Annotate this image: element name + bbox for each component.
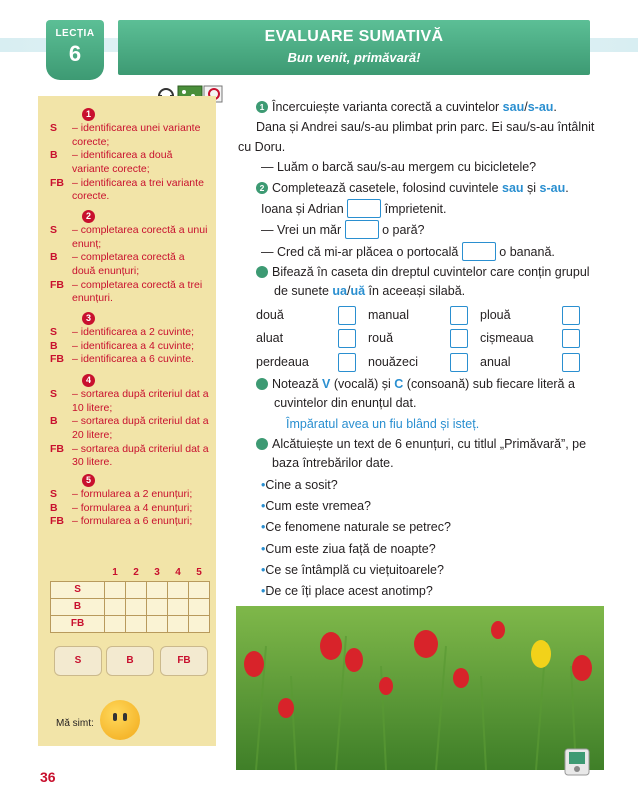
exercise-1-instruction [256, 98, 596, 117]
page-number: 36 [40, 769, 56, 785]
criterion-text: – completarea corectă a două enunțuri; [72, 251, 185, 277]
exercise-4-instruction [250, 375, 596, 414]
question-text: Cine a sosit? [265, 477, 338, 492]
grid-col-header: 2 [133, 566, 139, 578]
word-label: aluat [256, 331, 284, 346]
level-label: B [50, 339, 58, 352]
exercise-1-line-2: — Luăm o barcă sau/s-au mergem cu bicicletele? [261, 160, 537, 175]
grid-col-header: 1 [112, 566, 118, 578]
list-item [261, 560, 596, 581]
exercise-2-line-3 [256, 242, 596, 262]
exercise-4-sentence: Împăratul avea un fiu blând și isteț. [286, 416, 480, 431]
grid-cell[interactable] [105, 615, 126, 632]
criteria-number: 4 [82, 374, 95, 387]
word-item [256, 306, 368, 325]
word-item [480, 353, 592, 372]
exercise-number: 2 [256, 182, 268, 194]
question-list [256, 475, 596, 603]
criterion-text: – identificarea a 6 cuvinte. [72, 353, 194, 366]
level-label: FB [50, 278, 64, 291]
tulip-field-photo [236, 606, 604, 770]
word-item [256, 329, 368, 348]
grid-cell[interactable] [188, 615, 209, 632]
keyword: s-au [539, 180, 566, 195]
criterion-text: – identificarea a trei variante corecte. [72, 176, 204, 203]
instruction-text: Alcătuiește un text de 6 enunțuri, cu titlul „Primăvară”, pe baza întrebărilor date. [272, 437, 587, 471]
exercise-2-line-2 [256, 220, 596, 240]
grid-cell[interactable] [168, 598, 189, 615]
grid-cell[interactable] [147, 615, 168, 632]
keyword: ua [332, 284, 347, 299]
keyword: C [394, 376, 404, 391]
exercise-number: 3 [256, 266, 268, 278]
word-label: cișmeaua [480, 331, 534, 346]
criterion-text: – sortarea după criteriul dat a 10 litere; [72, 388, 209, 414]
bullet-icon: • [261, 520, 266, 535]
criteria-group-4 [50, 388, 210, 470]
scroll-badge-b: B [106, 646, 154, 676]
grid-col-header: 3 [154, 566, 160, 578]
word-label: două [256, 307, 284, 322]
smiley-face-icon [100, 700, 140, 740]
bullet-icon: • [261, 584, 266, 598]
check-box[interactable] [562, 329, 580, 348]
grid-corner [51, 564, 105, 581]
grid-cell[interactable] [147, 598, 168, 615]
mood-label: Mă simt: [56, 718, 94, 729]
punctuation: . [565, 180, 569, 195]
keyword: V [322, 376, 331, 391]
separator: / [346, 284, 351, 299]
grid-cell[interactable] [188, 581, 209, 598]
criterion-text: – identificarea a 2 cuvinte; [72, 326, 194, 338]
check-box[interactable] [562, 353, 580, 372]
word-label: perdeaua [256, 354, 309, 369]
bullet-icon: • [261, 499, 266, 513]
level-label: B [50, 251, 58, 264]
list-item [261, 496, 596, 517]
criterion-text: – identificarea a două variante corecte; [72, 149, 173, 175]
keyword: s-au [527, 100, 554, 114]
instruction-text: Bifează în caseta din dreptul cuvintelor care conțin grupul de sunete [272, 265, 590, 299]
criteria-group-2 [50, 224, 210, 306]
instruction-text: (consoană) sub fiecare literă a cuvintelor din enunțul dat. [274, 376, 575, 411]
level-label: B [50, 501, 58, 514]
check-box[interactable] [450, 306, 468, 325]
exercise-3-instruction [250, 263, 596, 302]
sentence-part: — Vrei un măr [261, 223, 342, 238]
check-box[interactable] [450, 329, 468, 348]
criterion-text: – formularea a 2 enunțuri; [72, 488, 193, 500]
instruction-text: Notează [272, 376, 323, 391]
question-text: De ce îți place acest anotimp? [265, 584, 433, 598]
check-box[interactable] [338, 329, 356, 348]
criterion-text: – sortarea după criteriul dat a 20 litere; [72, 415, 209, 441]
word-label: anual [480, 354, 511, 369]
level-label: B [50, 149, 58, 162]
criterion-text: – completarea corectă a trei enunțuri. [72, 278, 203, 305]
criteria-number: 1 [82, 108, 95, 121]
level-label: S [50, 488, 58, 500]
lesson-tab [46, 20, 104, 80]
criteria-number: 2 [82, 210, 95, 223]
exercise-number: 5 [256, 438, 268, 450]
word-label: rouă [368, 331, 394, 346]
connector: și [523, 180, 540, 195]
criterion-text: – sortarea după criteriul dat a 30 litere. [72, 442, 209, 469]
criterion-text: – identificarea unei variante corecte; [72, 122, 201, 148]
level-label: S [50, 388, 58, 400]
question-text: Cum este vremea? [265, 499, 371, 513]
check-box[interactable] [338, 306, 356, 325]
word-label: nouăzeci [368, 354, 419, 369]
sentence-part: împrietenit. [384, 201, 447, 216]
word-item [368, 353, 480, 372]
criterion-text: – completarea corectă a unui enunț; [72, 224, 208, 250]
check-box[interactable] [338, 353, 356, 372]
grid-cell[interactable] [105, 598, 126, 615]
exercise-2-instruction [256, 179, 596, 198]
criteria-number: 5 [82, 474, 95, 487]
level-label: S [50, 326, 58, 338]
check-box[interactable] [450, 353, 468, 372]
criterion-text: – formularea a 6 enunțuri; [72, 515, 193, 528]
word-item [480, 306, 592, 325]
keyword: sau [502, 100, 525, 114]
keyword: sau [502, 180, 524, 195]
word-item [480, 329, 592, 348]
level-label: S [50, 122, 58, 134]
scroll-badge-s: S [54, 646, 102, 676]
answer-box[interactable] [347, 199, 381, 218]
word-label: manual [368, 307, 409, 322]
criterion-text: – identificarea a 4 cuvinte; [72, 339, 194, 352]
score-grid [50, 564, 210, 633]
criteria-group-3 [50, 326, 210, 367]
sentence-part: Ioana și Adrian [261, 201, 344, 216]
grid-cell[interactable] [126, 598, 147, 615]
lesson-label: LECȚIA [55, 28, 95, 39]
answer-box[interactable] [462, 242, 496, 261]
grid-cell[interactable] [126, 581, 147, 598]
criterion-text: – formularea a 4 enunțuri; [72, 501, 193, 514]
sentence-part: — Cred că mi-ar plăcea o portocală [261, 244, 459, 259]
instruction-text: în aceeași silabă. [365, 284, 466, 299]
grid-col-header: 5 [196, 566, 202, 578]
grid-row-header: FB [51, 615, 105, 632]
separator: / [524, 100, 528, 114]
grid-cell[interactable] [147, 581, 168, 598]
grid-col-header: 4 [175, 566, 181, 578]
grid-cell[interactable] [126, 615, 147, 632]
page-subtitle: Bun venit, primăvară! [287, 50, 421, 65]
evaluation-sidebar [38, 96, 216, 746]
sentence-part: o pară? [382, 223, 425, 238]
sentence-part: o banană. [499, 244, 555, 259]
level-label: S [50, 224, 58, 236]
cd-icon [564, 748, 590, 776]
exercise-1-line-1: Dana și Andrei sau/s-au plimbat prin parc. Ei sau/s-au întâlnit cu Doru. [238, 120, 595, 154]
criteria-group-1 [50, 122, 210, 204]
bullet-icon: • [261, 541, 266, 556]
level-label: FB [50, 353, 64, 366]
answer-box[interactable] [345, 220, 379, 239]
grid-row-header: B [51, 598, 105, 615]
word-checkbox-grid [256, 306, 596, 372]
question-text: Cum este ziua față de noapte? [265, 541, 436, 556]
level-label: FB [50, 442, 64, 455]
grid-cell[interactable] [168, 581, 189, 598]
word-item [368, 306, 480, 325]
grid-row-header: S [51, 581, 105, 598]
grid-cell[interactable] [168, 615, 189, 632]
exercise-2-line-1 [256, 199, 596, 219]
instruction-text: Încercuiește varianta corectă a cuvintelor [272, 100, 503, 114]
list-item [261, 517, 596, 538]
bullet-icon: • [261, 477, 266, 492]
exercise-5-instruction [251, 435, 596, 474]
instruction-text: Completează casetele, folosind cuvintele [272, 180, 502, 195]
exercise-number: 1 [256, 101, 268, 113]
level-label: B [50, 415, 58, 428]
lesson-number: 6 [68, 41, 82, 66]
question-text: Ce fenomene naturale se petrec? [265, 520, 451, 535]
instruction-text: (vocală) și [330, 376, 395, 391]
list-item [261, 539, 596, 560]
word-item [256, 353, 368, 372]
punctuation: . [553, 100, 557, 114]
grid-cell[interactable] [105, 581, 126, 598]
list-item [261, 581, 596, 602]
exercises-column [238, 98, 596, 602]
grid-cell[interactable] [188, 598, 209, 615]
title-banner [118, 20, 590, 75]
check-box[interactable] [562, 306, 580, 325]
exercise-number: 4 [256, 378, 268, 390]
list-item [261, 475, 596, 496]
scroll-badge-fb: FB [160, 646, 208, 676]
bullet-icon: • [261, 562, 266, 577]
criteria-group-5 [50, 488, 210, 529]
level-label: FB [50, 515, 64, 528]
page-title: EVALUARE SUMATIVĂ [264, 28, 444, 45]
word-item [368, 329, 480, 348]
question-text: Ce se întâmplă cu viețuitoarele? [265, 562, 444, 577]
level-label: FB [50, 176, 64, 189]
criteria-number: 3 [82, 312, 95, 325]
keyword: uă [350, 284, 366, 299]
word-label: plouă [480, 307, 511, 322]
